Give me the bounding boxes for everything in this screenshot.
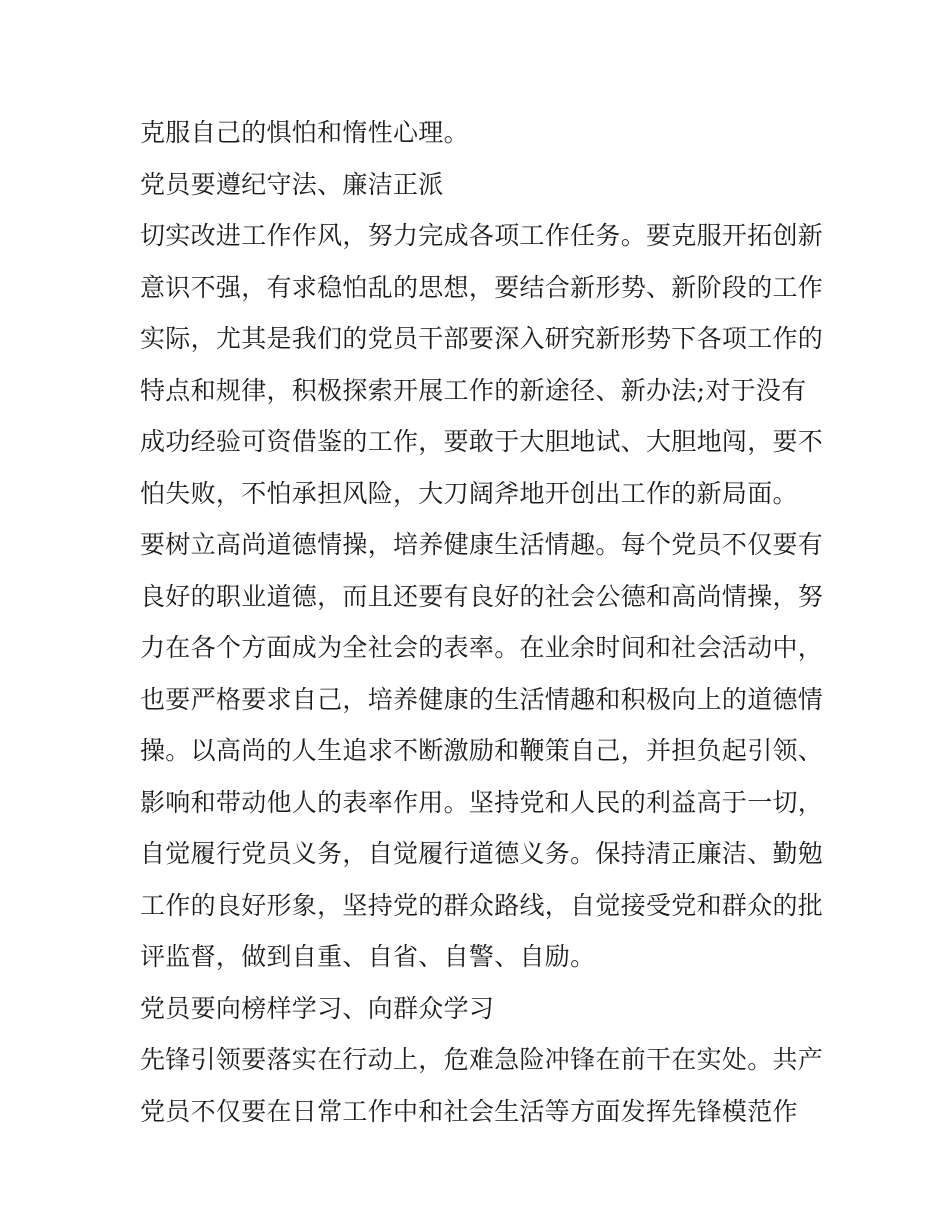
text-line: 特点和规律，积极探索开展工作的新途径、新办法;对于没有 (140, 375, 807, 405)
text-line: 要树立高尚道德情操，培养健康生活情趣。每个党员不仅要有 (140, 530, 824, 559)
section-heading: 党员要遵纪守法、廉洁正派 (140, 169, 444, 199)
text-line: 影响和带动他人的表率作用。坚持党和人民的利益高于一切， (140, 787, 824, 817)
text-line: 克服自己的惧怕和惰性心理。 (140, 118, 469, 147)
text-line: 党员不仅要在日常工作中和社会生活等方面发挥先锋模范作 (140, 1096, 798, 1126)
text-line: 切实改进工作作风，努力完成各项工作任务。要克服开拓创新 (140, 221, 824, 250)
text-line: 实际，尤其是我们的党员干部要深入研究新形势下各项工作的 (140, 324, 824, 353)
text-line: 评监督，做到自重、自省、自警、自励。 (140, 942, 596, 971)
text-line: 自觉履行党员义务，自觉履行道德义务。保持清正廉洁、勤勉 (140, 839, 824, 868)
section-heading: 党员要向榜样学习、向群众学习 (140, 993, 495, 1023)
text-line: 也要严格要求自己，培养健康的生活情趣和积极向上的道德情 (140, 684, 824, 714)
text-line: 工作的良好形象，坚持党的群众路线，自觉接受党和群众的批 (140, 890, 824, 920)
text-line: 成功经验可资借鉴的工作，要敢于大胆地试、大胆地闯，要不 (140, 427, 824, 456)
text-line: 良好的职业道德，而且还要有良好的社会公德和高尚情操，努 (140, 581, 824, 611)
text-line: 先锋引领要落实在行动上，危难急险冲锋在前干在实处。共产 (140, 1045, 824, 1074)
text-line: 意识不强，有求稳怕乱的思想，要结合新形势、新阶段的工作 (140, 272, 824, 302)
text-line: 怕失败，不怕承担风险，大刀阔斧地开创出工作的新局面。 (140, 478, 798, 508)
text-line: 力在各个方面成为全社会的表率。在业余时间和社会活动中， (140, 633, 824, 662)
document-body (140, 107, 824, 1137)
text-line: 操。以高尚的人生追求不断激励和鞭策自己，并担负起引领、 (140, 736, 824, 765)
